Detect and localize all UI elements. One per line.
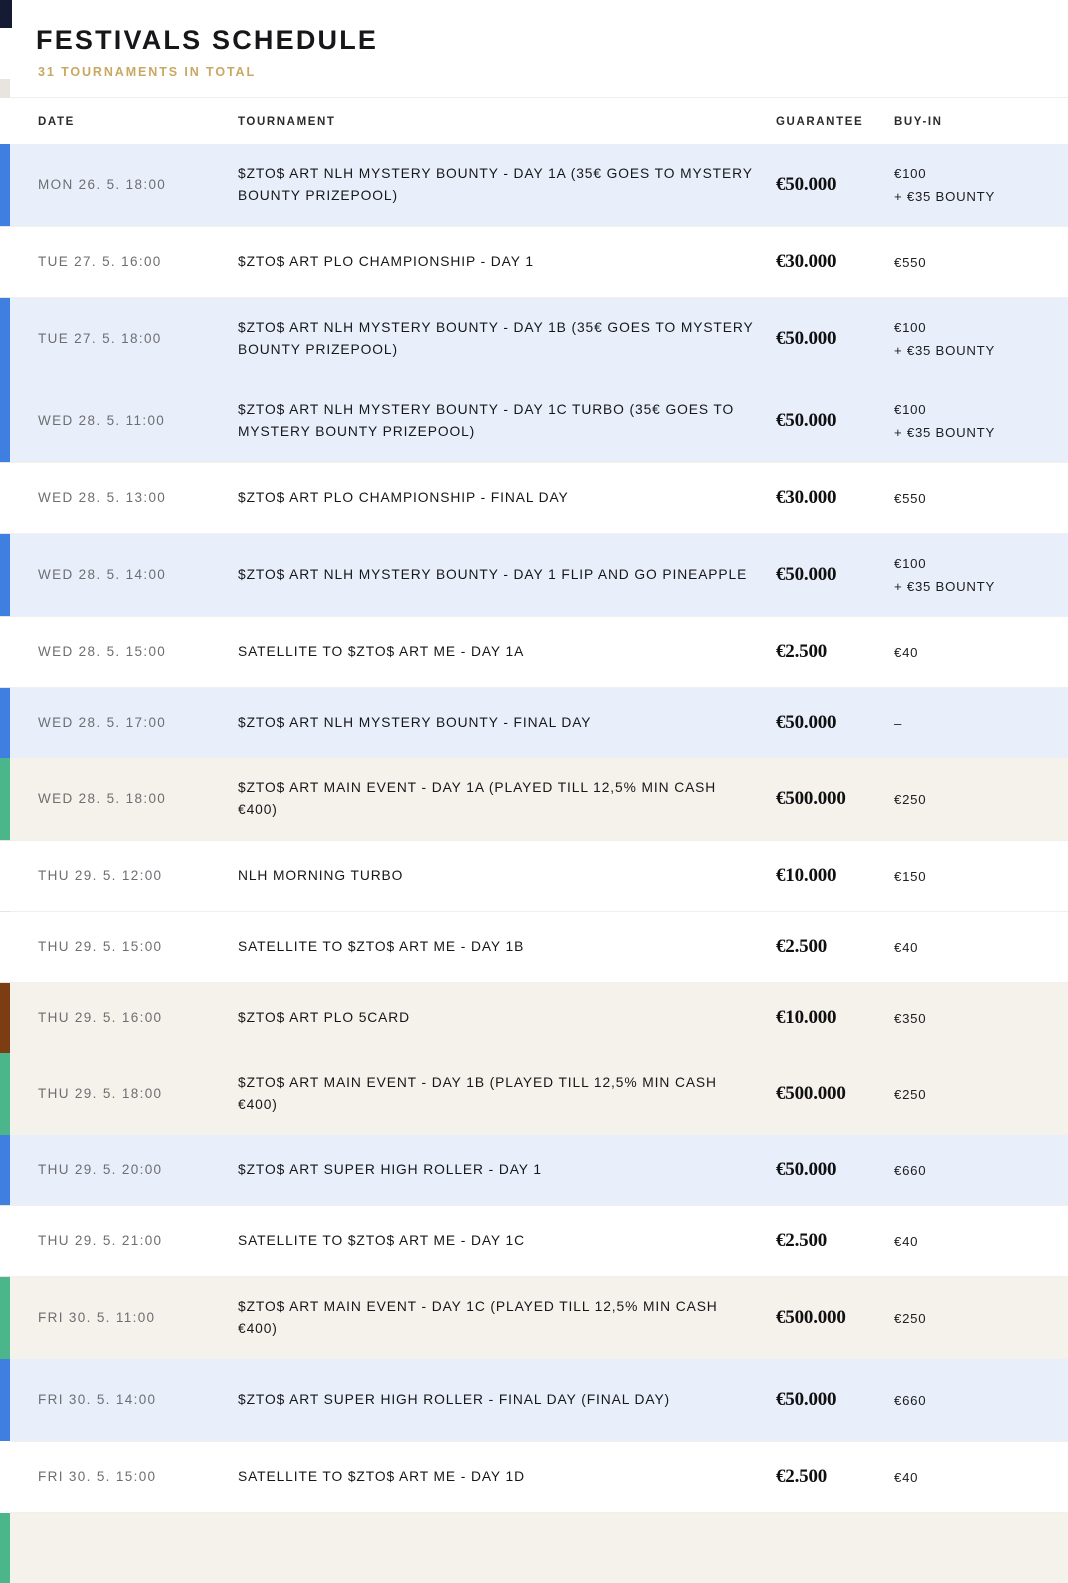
row-accent-bar [0, 1053, 10, 1135]
buyin-bounty: + €35 BOUNTY [894, 189, 995, 205]
cell-tournament: $ZTO$ ART MAIN EVENT - DAY 1B (PLAYED TILL 12,5% MIN CASH €400) [238, 1074, 717, 1113]
cell-guarantee: €10.000 [776, 865, 837, 887]
row-accent-bar [0, 1513, 10, 1583]
cell-tournament: SATELLITE TO $ZTO$ ART ME - DAY 1A [238, 643, 525, 659]
cell-buyin [894, 556, 1050, 598]
table-row[interactable] [0, 841, 1068, 911]
row-accent-bar [0, 1135, 10, 1205]
buyin-amount: €40 [894, 1233, 919, 1249]
cell-buyin [894, 1087, 926, 1102]
cell-tournament: $ZTO$ ART MAIN EVENT - DAY 1C (PLAYED TILL 12,5% MIN CASH €400) [238, 1298, 718, 1337]
cell-guarantee: €50.000 [776, 1389, 837, 1411]
buyin-amount: €40 [894, 644, 919, 660]
buyin-amount: – [894, 715, 903, 731]
cell-tournament: SATELLITE TO $ZTO$ ART ME - DAY 1C [238, 1232, 525, 1248]
cell-date: THU 29. 5. 12:00 [38, 868, 163, 884]
cell-guarantee: €30.000 [776, 487, 837, 509]
row-accent-bar [0, 144, 10, 226]
cell-date: WED 28. 5. 11:00 [38, 413, 166, 429]
cell-guarantee: €2.500 [776, 1230, 828, 1252]
buyin-amount: €550 [894, 254, 927, 270]
buyin-bounty: + €35 BOUNTY [894, 425, 995, 441]
cell-buyin [894, 1311, 926, 1326]
page-title: FESTIVALS SCHEDULE [36, 25, 379, 55]
cell-tournament: $ZTO$ ART NLH MYSTERY BOUNTY - DAY 1 FLIP AND GO PINEAPPLE [238, 566, 748, 582]
row-accent-bar [0, 983, 10, 1053]
cell-date: THU 29. 5. 15:00 [38, 939, 163, 955]
row-accent-bar [0, 841, 10, 911]
column-header-guarantee: GUARANTEE [776, 116, 864, 129]
table-row[interactable] [0, 380, 1068, 462]
cell-date: THU 29. 5. 20:00 [38, 1162, 163, 1178]
buyin-amount: €350 [894, 1010, 927, 1026]
cell-guarantee: €2.500 [776, 641, 828, 663]
cell-tournament: $ZTO$ ART PLO CHAMPIONSHIP - DAY 1 [238, 253, 534, 269]
cell-date: WED 28. 5. 17:00 [38, 715, 167, 731]
cell-tournament: $ZTO$ ART SUPER HIGH ROLLER - FINAL DAY (FINAL DAY) [238, 1391, 671, 1407]
cell-tournament: $ZTO$ ART SUPER HIGH ROLLER - DAY 1 [238, 1161, 542, 1177]
cell-guarantee: €2.500 [776, 936, 828, 958]
cell-buyin [894, 320, 1050, 362]
buyin-amount: €100 [894, 166, 927, 182]
schedule-rows [0, 144, 1068, 1583]
cell-guarantee: €50.000 [776, 328, 837, 350]
table-row[interactable] [0, 534, 1068, 616]
row-accent-bar [0, 534, 10, 616]
row-accent-bar [0, 1359, 10, 1441]
cell-date: THU 29. 5. 18:00 [38, 1086, 163, 1102]
cell-date: THU 29. 5. 21:00 [38, 1233, 163, 1249]
cell-buyin [894, 1470, 918, 1485]
cell-buyin [894, 869, 926, 884]
cell-tournament: $ZTO$ ART PLO CHAMPIONSHIP - FINAL DAY [238, 489, 569, 505]
buyin-amount: €550 [894, 490, 927, 506]
row-accent-bar [0, 1277, 10, 1359]
row-accent-bar [0, 912, 10, 982]
cell-date: FRI 30. 5. 11:00 [38, 1310, 156, 1326]
cell-buyin [894, 402, 1050, 444]
row-accent-bar [0, 1206, 10, 1276]
cell-buyin [894, 166, 1050, 208]
cell-buyin [894, 792, 926, 807]
cell-date: MON 26. 5. 18:00 [38, 177, 167, 193]
cell-guarantee: €50.000 [776, 564, 837, 586]
buyin-amount: €100 [894, 320, 927, 336]
cell-guarantee: €30.000 [776, 251, 837, 273]
buyin-bounty: + €35 BOUNTY [894, 343, 995, 359]
cell-buyin [894, 491, 926, 506]
buyin-amount: €150 [894, 868, 927, 884]
cell-tournament: $ZTO$ ART NLH MYSTERY BOUNTY - DAY 1C TURBO (35€ GOES TO MYSTERY BOUNTY PRIZEPOOL) [238, 401, 735, 440]
cell-date: WED 28. 5. 14:00 [38, 567, 167, 583]
row-accent-bar [0, 298, 10, 380]
row-accent-bar [0, 227, 10, 297]
row-accent-bar [0, 688, 10, 758]
table-row[interactable] [0, 298, 1068, 380]
table-row[interactable] [0, 1053, 1068, 1135]
cell-buyin [894, 645, 918, 660]
cell-guarantee: €500.000 [776, 1083, 846, 1105]
page-header [0, 0, 1068, 79]
buyin-amount: €250 [894, 791, 927, 807]
table-row[interactable] [0, 983, 1068, 1053]
table-row[interactable] [0, 463, 1068, 533]
table-row[interactable] [0, 1442, 1068, 1512]
cell-tournament: $ZTO$ ART MAIN EVENT - DAY 1A (PLAYED TILL 12,5% MIN CASH €400) [238, 779, 717, 818]
table-row[interactable] [0, 144, 1068, 226]
column-header-tournament: TOURNAMENT [238, 116, 336, 129]
cell-tournament: $ZTO$ ART NLH MYSTERY BOUNTY - DAY 1B (35€ GOES TO MYSTERY BOUNTY PRIZEPOOL) [238, 319, 754, 358]
table-row[interactable] [0, 227, 1068, 297]
cell-date: WED 28. 5. 13:00 [38, 490, 167, 506]
table-row[interactable] [0, 1206, 1068, 1276]
table-row[interactable] [0, 1359, 1068, 1441]
cell-buyin [894, 1234, 918, 1249]
row-accent-bar [0, 1442, 10, 1512]
table-row[interactable] [0, 1135, 1068, 1205]
cell-guarantee: €50.000 [776, 174, 837, 196]
cell-buyin [894, 940, 918, 955]
column-header-buyin: BUY-IN [894, 116, 943, 129]
buyin-amount: €100 [894, 556, 927, 572]
cell-guarantee: €50.000 [776, 1159, 837, 1181]
cell-guarantee: €2.500 [776, 1466, 828, 1488]
brand-corner-tab [0, 0, 12, 28]
cell-tournament: SATELLITE TO $ZTO$ ART ME - DAY 1B [238, 938, 525, 954]
cell-date: FRI 30. 5. 14:00 [38, 1392, 157, 1408]
schedule-table [0, 98, 1068, 1583]
table-header-row [0, 98, 1068, 144]
cell-buyin [894, 1393, 926, 1408]
table-row[interactable] [0, 688, 1068, 758]
buyin-amount: €250 [894, 1086, 927, 1102]
row-accent-bar [0, 380, 10, 462]
table-row[interactable] [0, 617, 1068, 687]
table-row[interactable] [0, 1277, 1068, 1359]
table-row[interactable] [0, 912, 1068, 982]
cell-tournament: NLH MORNING TURBO [238, 867, 404, 883]
cell-buyin [894, 255, 926, 270]
buyin-amount: €40 [894, 939, 919, 955]
cell-date: WED 28. 5. 15:00 [38, 644, 167, 660]
buyin-amount: €100 [894, 402, 927, 418]
tournament-count-subtitle: 31 TOURNAMENTS IN TOTAL [38, 65, 257, 80]
buyin-amount: €40 [894, 1469, 919, 1485]
cell-guarantee: €50.000 [776, 410, 837, 432]
row-accent-bar [0, 617, 10, 687]
cell-date: TUE 27. 5. 16:00 [38, 254, 162, 270]
cell-buyin [894, 716, 902, 731]
cell-guarantee: €500.000 [776, 788, 846, 810]
cell-buyin [894, 1163, 926, 1178]
cell-tournament: $ZTO$ ART NLH MYSTERY BOUNTY - DAY 1A (35€ GOES TO MYSTERY BOUNTY PRIZEPOOL) [238, 165, 753, 204]
buyin-amount: €660 [894, 1392, 927, 1408]
cell-tournament: $ZTO$ ART NLH MYSTERY BOUNTY - FINAL DAY [238, 714, 592, 730]
cell-buyin [894, 1011, 926, 1026]
cell-tournament: SATELLITE TO $ZTO$ ART ME - DAY 1D [238, 1468, 525, 1484]
column-header-date: DATE [38, 116, 75, 129]
buyin-amount: €660 [894, 1162, 927, 1178]
cell-guarantee: €10.000 [776, 1007, 837, 1029]
buyin-amount: €250 [894, 1310, 927, 1326]
row-accent-bar [0, 758, 10, 840]
cell-date: WED 28. 5. 18:00 [38, 791, 167, 807]
cell-date: TUE 27. 5. 18:00 [38, 331, 162, 347]
table-row[interactable] [0, 758, 1068, 840]
cell-date: FRI 30. 5. 15:00 [38, 1469, 157, 1485]
table-row[interactable] [0, 1513, 1068, 1583]
buyin-bounty: + €35 BOUNTY [894, 579, 995, 595]
cell-guarantee: €500.000 [776, 1307, 846, 1329]
cell-tournament: $ZTO$ ART PLO 5CARD [238, 1009, 410, 1025]
cell-guarantee: €50.000 [776, 712, 837, 734]
row-accent-bar [0, 463, 10, 533]
cell-date: THU 29. 5. 16:00 [38, 1010, 163, 1026]
